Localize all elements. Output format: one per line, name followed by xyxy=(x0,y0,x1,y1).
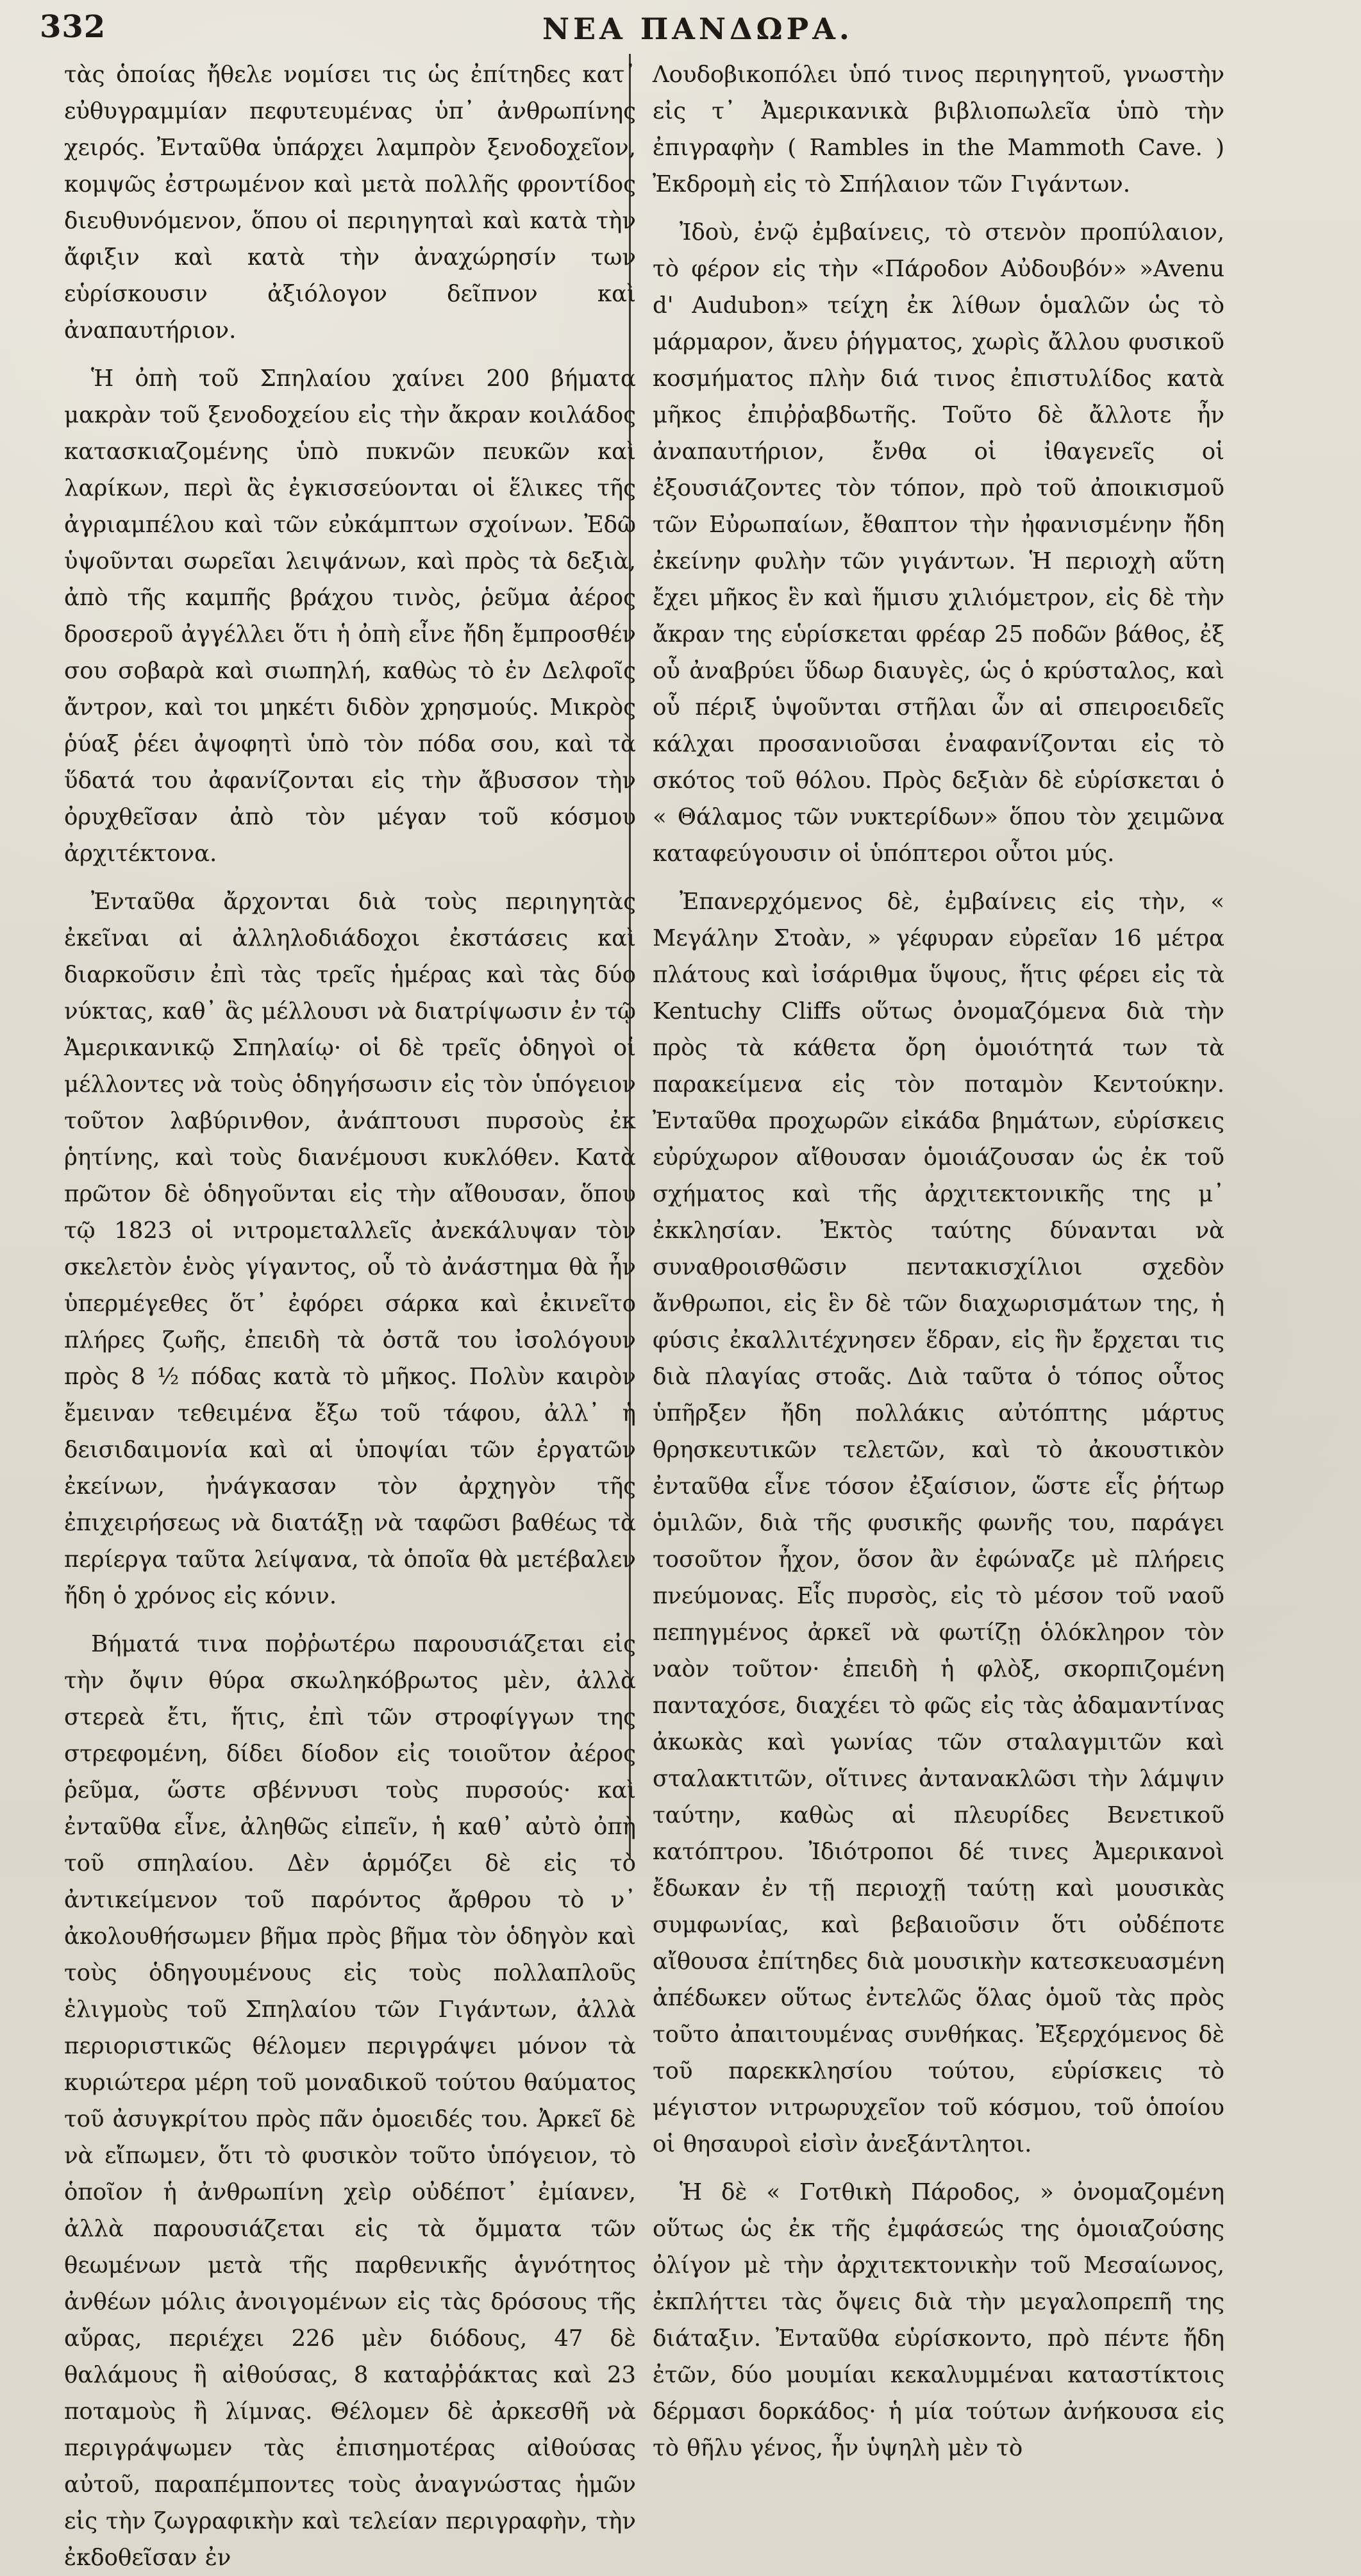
right-paragraph-3: Ἐπανερχόμενος δὲ, ἐμβαίνεις εἰς τὴν, « Μεγάλην Στοὰν, » γέφυραν εὐρεῖαν 16 μέτρα πλάτους καὶ ἰσάριθμα ὕψους, ἥτις φέρει εἰς τὰ Kentuchy Cliffs οὕτως ὀνομαζόμενα διὰ τὴν πρὸς τὰ κάθετα ὄρη ὁμοιότητά των τὰ παρακείμενα εἰς τὸν ποταμὸν Κεντούκην. Ἐνταῦθα προχωρῶν εἰκάδα βημάτων, εὑρίσκεις εὐρύχωρον αἴθουσαν ὁμοιάζουσαν ὡς ἐκ τοῦ σχήματος καὶ τῆς ἀρχιτεκτονικῆς της μ᾽ ἐκκλησίαν. Ἐκτὸς ταύτης δύνανται νὰ συναθροισθῶσιν πεντακισχίλιοι σχεδὸν ἄνθρωποι, εἰς ἓν δὲ τῶν διαχωρισμάτων της, ἡ φύσις ἐκαλλιτέχνησεν ἕδραν, εἰς ἣν ἔρχεται τις διὰ πλαγίας στοᾶς. Διὰ ταῦτα ὁ τόπος οὗτος ὑπῆρξεν ἤδη πολλάκις αὐτόπτης μάρτυς θρησκευτικῶν τελετῶν, καὶ τὸ ἀκουστικὸν ἐνταῦθα εἶνε τόσον ἐξαίσιον, ὥστε εἷς ῥήτωρ ὁμιλῶν, διὰ τῆς φυσικῆς φωνῆς του, παράγει τοσοῦτον ἦχον, ὅσον ἂν ἐφώναζε μὲ πλήρεις πνεύμονας. Εἷς πυρσὸς, εἰς τὸ μέσον τοῦ ναοῦ πεπηγμένος ἀρκεῖ νὰ φωτίζῃ ὁλόκληρον τὸν ναὸν τοῦτον· ἐπειδὴ ἡ φλὸξ, σκορπιζομένη πανταχόσε, διαχέει τὸ φῶς εἰς τὰς ἀδαμαντίνας ἀκωκὰς καὶ γωνίας τῶν σταλαγμιτῶν καὶ σταλακτιτῶν, οἵτινες ἀντανακλῶσι τὴν λάμψιν ταύτην, καθὼς αἱ πλευρίδες Βενετικοῦ κατόπτρου. Ἰδιότροποι δέ τινες Ἀμερικανοὶ ἔδωκαν ἐν τῇ περιοχῇ ταύτῃ καὶ μουσικὰς συμφωνίας, καὶ βεβαιοῦσιν ὅτι οὐδέποτε αἴθουσα ἐπίτηδες διὰ μουσικὴν κατεσκευασμένη ἀπέδωκεν οὕτως ἐντελῶς ὅλας ὁμοῦ τὰς πρὸς τοῦτο ἀπαιτουμένας συνθήκας. Ἐξερχόμενος δὲ τοῦ παρεκκλησίου τούτου, εὑρίσκεις τὸ μέγιστον νιτρωρυχεῖον τοῦ κόσμου, τοῦ ὁποίου οἱ θησαυροὶ εἰσὶν ἀνεξάντλητοι. xyxy=(653,889,1224,2157)
running-title: ΝΕΑ ΠΑΝΔΩΡΑ. xyxy=(542,12,853,46)
page-header xyxy=(0,5,1361,50)
left-paragraph-1: τὰς ὁποίας ἤθελε νομίσει τις ὡς ἐπίτηδες κατ᾽ εὐθυγραμμίαν πεφυτευμένας ὑπ᾽ ἀνθρωπίνης χειρός. Ἐνταῦθα ὑπάρχει λαμπρὸν ξενοδοχεῖον, κομψῶς ἐστρωμένον καὶ μετὰ πολλῆς φροντίδος διευθυνόμενον, ὅπου οἱ περιηγηταὶ καὶ κατὰ τὴν ἄφιξιν καὶ κατὰ τὴν ἀναχώρησίν των εὑρίσκουσιν ἀξιόλογον δεῖπνον καὶ ἀναπαυτήριον. xyxy=(64,62,636,344)
right-paragraph-4: Ἡ δὲ « Γοτθικὴ Πάροδος, » ὀνομαζομένη οὕτως ὡς ἐκ τῆς ἐμφάσεώς της ὁμοιαζούσης ὀλίγον μὲ τὴν ἀρχιτεκτονικὴν τοῦ Μεσαίωνος, ἐκπλήττει τὰς ὄψεις διὰ τὴν μεγαλοπρεπῆ της διάταξιν. Ἐνταῦθα εὑρίσκοντο, πρὸ πέντε ἤδη ἐτῶν, δύο μουμίαι κεκαλυμμέναι καταστίκτοις δέρμασι δορκάδος· ἡ μία τούτων ἀνήκουσα εἰς τὸ θῆλυ γένος, ἦν ὑψηλὴ μὲν τὸ xyxy=(653,2179,1224,2461)
right-paragraph-1: Λουδοβικοπόλει ὑπό τινος περιηγητοῦ, γνωστὴν εἰς τ᾽ Ἀμερικανικὰ βιβλιοπωλεῖα ὑπὸ τὴν ἐπιγραφὴν ( Rambles in the Mammoth Cave. ) Ἐκδρομὴ εἰς τὸ Σπήλαιον τῶν Γιγάντων. xyxy=(653,62,1224,197)
right-paragraph-2: Ἰδοὺ, ἐνῷ ἐμβαίνεις, τὸ στενὸν προπύλαιον, τὸ φέρον εἰς τὴν «Πάροδον Αὐδουβόν» »Avenu d' Audubon» τείχη ἐκ λίθων ὁμαλῶν ὡς τὸ μάρμαρον, ἄνευ ῥήγματος, χωρὶς ἄλλου φυσικοῦ κοσμήματος πλὴν διά τινος ἐπιστυλίδος κατὰ μῆκος ἐπιῤῥαβδωτῆς. Τοῦτο δὲ ἄλλοτε ἦν ἀναπαυτήριον, ἔνθα οἱ ἰθαγενεῖς οἱ ἐξουσιάζοντες τὸν τόπον, πρὸ τοῦ ἀποικισμοῦ τῶν Εὐρωπαίων, ἔθαπτον τὴν ἠφανισμένην ἤδη ἐκείνην φυλὴν τῶν γιγάντων. Ἡ περιοχὴ αὕτη ἔχει μῆκος ἓν καὶ ἥμισυ χιλιόμετρον, εἰς δὲ τὴν ἄκραν της εὑρίσκεται φρέαρ 25 ποδῶν βάθος, ἐξ οὗ ἀναβρύει ὕδωρ διαυγὲς, ὡς ὁ κρύσταλος, καὶ οὗ πέριξ ὑψοῦνται στῆλαι ὧν αἱ σπειροειδεῖς κάλχαι προσανιοῦσαι ἐναφανίζονται εἰς τὸ σκότος τοῦ θόλου. Πρὸς δεξιὰν δὲ εὑρίσκεται ὁ « Θάλαμος τῶν νυκτερίδων» ὅπου τὸν χειμῶνα καταφεύγουσιν οἱ ὑπόπτεροι οὗτοι μύς. xyxy=(653,219,1224,867)
left-paragraph-3: Ἐνταῦθα ἄρχονται διὰ τοὺς περιηγητὰς ἐκεῖναι αἱ ἀλληλοδιάδοχοι ἐκστάσεις καὶ διαρκοῦσιν ἐπὶ τὰς τρεῖς ἡμέρας καὶ τὰς δύο νύκτας, καθ᾽ ἃς μέλλουσι νὰ διατρίψωσιν ἐν τῷ Ἀμερικανικῷ Σπηλαίῳ· οἱ δὲ τρεῖς ὁδηγοὶ οἱ μέλλοντες νὰ τοὺς ὁδηγήσωσιν εἰς τὸν ὑπόγειον τοῦτον λαβύρινθον, ἀνάπτουσι πυρσοὺς ἐκ ῥητίνης, καὶ τοὺς διανέμουσι κυκλόθεν. Κατὰ πρῶτον δὲ ὁδηγοῦνται εἰς τὴν αἴθουσαν, ὅπου τῷ 1823 οἱ νιτρομεταλλεῖς ἀνεκάλυψαν τὸν σκελετὸν ἑνὸς γίγαντος, οὗ τὸ ἀνάστημα θὰ ἦν ὑπερμέγεθες ὅτ᾽ ἐφόρει σάρκα καὶ ἐκινεῖτο πλήρες ζωῆς, ἐπειδὴ τὰ ὀστᾶ του ἰσολόγουν πρὸς 8 ½ πόδας κατὰ τὸ μῆκος. Πολὺν καιρὸν ἔμειναν τεθειμένα ἔξω τοῦ τάφου, ἀλλ᾽ ἡ δεισιδαιμονία καὶ αἱ ὑποψίαι τῶν ἐργατῶν ἐκείνων, ἠνάγκασαν τὸν ἀρχηγὸν τῆς ἐπιχειρήσεως νὰ διατάξῃ νὰ ταφῶσι βαθέως τὰ περίεργα ταῦτα λείψανα, τὰ ὁποῖα θὰ μετέβαλεν ἤδη ὁ χρόνος εἰς κόνιν. xyxy=(64,889,636,1609)
right-column xyxy=(653,56,1224,2461)
left-paragraph-2: Ἡ ὀπὴ τοῦ Σπηλαίου χαίνει 200 βήματα μακρὰν τοῦ ξενοδοχείου εἰς τὴν ἄκραν κοιλάδος κατασκιαζομένης ὑπὸ πυκνῶν πευκῶν καὶ λαρίκων, περὶ ἃς ἐγκισσεύονται οἱ ἕλικες τῆς ἀγριαμπέλου καὶ τῶν εὐκάμπτων σχοίνων. Ἐδῶ ὑψοῦνται σωρεῖαι λειψάνων, καὶ πρὸς τὰ δεξιὰ, ἀπὸ τῆς καμπῆς βράχου τινὸς, ῥεῦμα ἀέρος δροσεροῦ ἀγγέλλει ὅτι ἡ ὀπὴ εἶνε ἤδη ἔμπροσθέν σου σοβαρὰ καὶ σιωπηλή, καθὼς τὸ ἐν Δελφοῖς ἄντρον, καὶ τοι μηκέτι διδὸν χρησμούς. Μικρὸς ῥύαξ ῥέει ἀψοφητὶ ὑπὸ τὸν πόδα σου, καὶ τὰ ὕδατά του ἀφανίζονται εἰς τὴν ἄβυσσον τὴν ὀρυχθεῖσαν ἀπὸ τὸν μέγαν τοῦ κόσμου ἀρχιτέκτονα. xyxy=(64,365,636,867)
left-paragraph-4: Βήματά τινα ποῤῥωτέρω παρουσιάζεται εἰς τὴν ὄψιν θύρα σκωληκόβρωτος μὲν, ἀλλὰ στερεὰ ἔτι, ἥτις, ἐπὶ τῶν στροφίγγων της στρεφομένη, δίδει δίοδον εἰς τοιοῦτον ἀέρος ῥεῦμα, ὥστε σβέννυσι τοὺς πυρσούς· καὶ ἐνταῦθα εἶνε, ἀληθῶς εἰπεῖν, ἡ καθ᾽ αὐτὸ ὀπὴ τοῦ σπηλαίου. Δὲν ἁρμόζει δὲ εἰς τὸ ἀντικείμενον τοῦ παρόντος ἄρθρου τὸ ν᾽ ἀκολουθήσωμεν βῆμα πρὸς βῆμα τὸν ὁδηγὸν καὶ τοὺς ὁδηγουμένους εἰς τοὺς πολλαπλοῦς ἑλιγμοὺς τοῦ Σπηλαίου τῶν Γιγάντων, ἀλλὰ περιοριστικῶς θέλομεν περιγράψει μόνον τὰ κυριώτερα μέρη τοῦ μοναδικοῦ τούτου θαύματος τοῦ ἀσυγκρίτου πρὸς πᾶν ὁμοειδές του. Ἀρκεῖ δὲ νὰ εἴπωμεν, ὅτι τὸ φυσικὸν τοῦτο ὑπόγειον, τὸ ὁποῖον ἡ ἀνθρωπίνη χεὶρ οὐδέποτ᾽ ἐμίανεν, ἀλλὰ παρουσιάζεται εἰς τὰ ὄμματα τῶν θεωμένων μετὰ τῆς παρθενικῆς ἁγνότητος ἀνθέων μόλις ἀνοιγομένων εἰς τὰς δρόσους τῆς αὔρας, περιέχει 226 μὲν διόδους, 47 δὲ θαλάμους ἢ αἰθούσας, 8 καταῤῥάκτας καὶ 23 ποταμοὺς ἢ λίμνας. Θέλομεν δὲ ἀρκεσθῆ νὰ περιγράψωμεν τὰς ἐπισημοτέρας αἰθούσας αὐτοῦ, παραπέμποντες τοὺς ἀναγνώστας ἡμῶν εἰς τὴν ζωγραφικὴν καὶ τελείαν περιγραφὴν, τὴν ἐκδοθεῖσαν ἐν xyxy=(64,1631,636,2571)
left-column xyxy=(64,56,636,2571)
page-number: 332 xyxy=(40,9,106,45)
